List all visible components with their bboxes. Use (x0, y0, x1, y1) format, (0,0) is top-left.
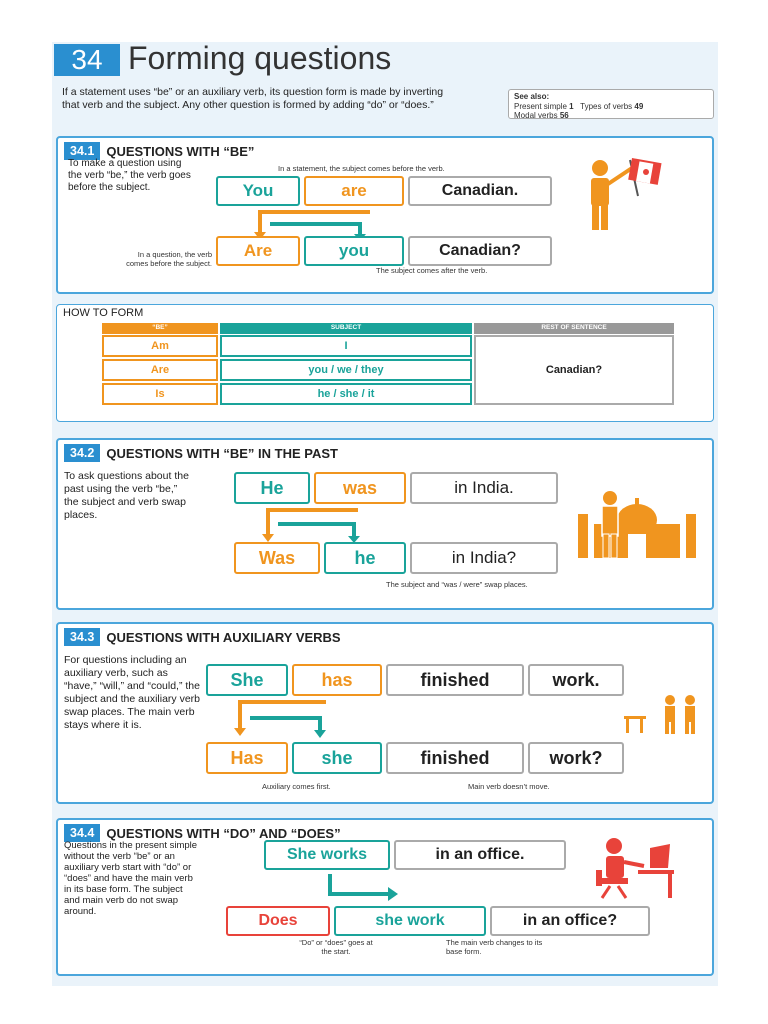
chapter-number: 34 (54, 44, 120, 76)
person-with-canada-flag-icon (580, 156, 664, 234)
note-statement: In a statement, the subject comes before the verb. (278, 164, 445, 173)
section-heading (64, 628, 341, 646)
section-number: 34.2 (64, 444, 100, 462)
word-work: work. (528, 664, 624, 696)
section-heading (64, 444, 338, 462)
cell-subject: you / we / they (220, 359, 472, 381)
office-workers-icon (622, 694, 702, 736)
note-subject-after: The subject comes after the verb. (376, 266, 488, 275)
section-title: QUESTIONS WITH “BE” (106, 143, 255, 159)
word-you: You (216, 176, 300, 206)
cell-rest: Canadian? (474, 335, 674, 405)
see-also-number: 56 (559, 111, 569, 120)
word-was-question: Was (234, 542, 320, 574)
word-was: was (314, 472, 406, 504)
section-number: 34.4 (64, 824, 100, 842)
see-also-box (508, 89, 714, 119)
section-description: To make a question using the verb “be,” the verb goes before the subject. (68, 158, 191, 193)
see-also-number: 1 (569, 101, 574, 111)
section-description: Questions in the present simple without the verb “be” or an auxiliary verb start with “do” or “does” and have the main verb in its base form. The subject and main verb do not swap around. (64, 840, 198, 917)
word-in-india-question: in India? (410, 542, 558, 574)
section-description: To ask questions about the past using the verb “be,” the subject and verb swap places. (64, 470, 189, 521)
cell-be: Am (102, 335, 218, 357)
word-are-question: Are (216, 236, 300, 266)
section-number: 34.3 (64, 628, 100, 646)
note-auxiliary: Auxiliary comes first. (262, 782, 331, 791)
see-also-number: 49 (634, 101, 644, 111)
see-also-heading: See also: (514, 92, 550, 101)
word-she-question: she (292, 742, 382, 774)
note-question: In a question, the verb comes before the subject. (126, 250, 212, 268)
section-title: QUESTIONS WITH “BE” IN THE PAST (106, 445, 338, 461)
word-canadian: Canadian. (408, 176, 552, 206)
word-has: has (292, 664, 382, 696)
word-work-question: work? (528, 742, 624, 774)
word-in-an-office-question: in an office? (490, 906, 650, 936)
note-base-form: The main verb changes to its base form. (446, 938, 543, 956)
word-he: He (234, 472, 310, 504)
word-she-works: She works (264, 840, 390, 870)
note-do-does: “Do” or “does” goes at the start. (299, 938, 373, 956)
word-has-question: Has (206, 742, 288, 774)
move-arrow-icon (320, 872, 410, 908)
chapter-intro: If a statement uses “be” or an auxiliary verb, its question form is made by inverting that verb and the subject. Any other question is formed by adding “do” or “does.” (62, 86, 444, 111)
word-does: Does (226, 906, 330, 936)
word-in-an-office: in an office. (394, 840, 566, 870)
header-subject: SUBJECT (220, 323, 472, 334)
how-to-form-title: HOW TO FORM (63, 307, 144, 319)
cell-subject: he / she / it (220, 383, 472, 405)
taj-mahal-icon (574, 484, 700, 560)
word-he-question: he (324, 542, 406, 574)
word-she: She (206, 664, 288, 696)
cell-be: Is (102, 383, 218, 405)
swap-arrows-icon (258, 506, 378, 544)
word-finished: finished (386, 664, 524, 696)
cell-be: Are (102, 359, 218, 381)
chapter-title: Forming questions (128, 40, 392, 76)
see-also-link[interactable]: Modal verbs (514, 111, 558, 120)
section-title: QUESTIONS WITH “DO” AND “DOES” (106, 825, 341, 841)
note-main-verb: Main verb doesn’t move. (468, 782, 550, 791)
word-you-question: you (304, 236, 404, 266)
header-rest: REST OF SENTENCE (474, 323, 674, 334)
section-description: For questions including an auxiliary verb, such as “have,” “will,” and “could,” the subject and the auxiliary verb swap places. The main verb stays where it is. (64, 654, 200, 731)
swap-arrows-icon (230, 698, 340, 740)
see-also-link[interactable]: Types of verbs (580, 101, 633, 111)
section-title: QUESTIONS WITH AUXILIARY VERBS (106, 629, 341, 645)
section-number: 34.1 (64, 142, 100, 160)
word-she-work: she work (334, 906, 486, 936)
header-be: “BE” (102, 323, 218, 334)
word-in-india: in India. (410, 472, 558, 504)
section-34-3 (56, 622, 714, 804)
office-worker-at-desk-icon (588, 836, 678, 902)
word-canadian-question: Canadian? (408, 236, 552, 266)
see-also-link[interactable]: Present simple (514, 101, 567, 111)
word-are: are (304, 176, 404, 206)
word-finished-question: finished (386, 742, 524, 774)
cell-subject: I (220, 335, 472, 357)
note-swap: The subject and “was / were” swap places. (386, 580, 528, 589)
